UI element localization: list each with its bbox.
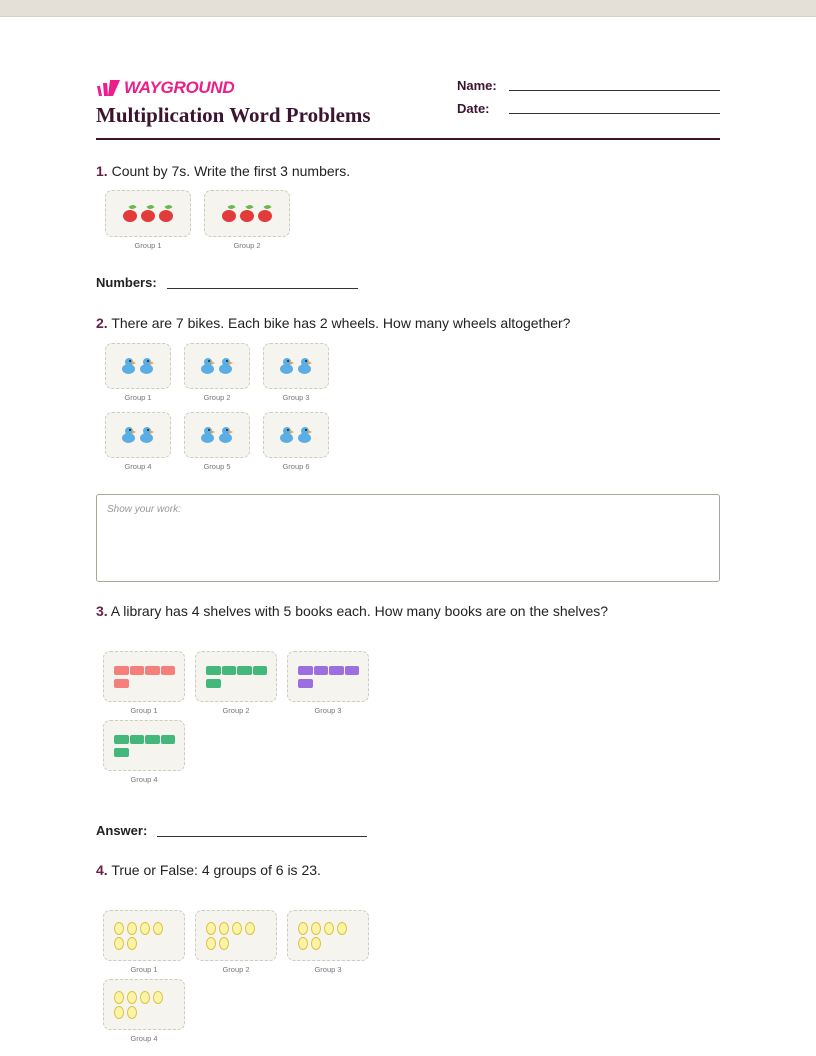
egg-icon	[337, 922, 347, 935]
apple-icon	[258, 207, 272, 221]
bird-eye	[226, 429, 228, 431]
egg-icon	[298, 922, 308, 935]
egg-stack	[206, 922, 255, 950]
bird-icon	[297, 358, 313, 374]
book-row	[298, 679, 313, 688]
group-tile	[105, 412, 171, 471]
egg-icon	[219, 922, 229, 935]
bird-eye	[305, 429, 307, 431]
bird-beak	[211, 430, 215, 434]
q1-answer-row[interactable]	[96, 275, 358, 290]
book-icon	[206, 666, 221, 675]
book-stack	[114, 735, 175, 757]
book-icon	[161, 666, 176, 675]
book-row	[114, 735, 175, 744]
bird-icon	[200, 358, 216, 374]
group-tile	[103, 910, 185, 974]
egg-row	[114, 991, 163, 1004]
egg-icon	[140, 991, 150, 1004]
egg-icon	[114, 922, 124, 935]
group-box	[103, 720, 185, 771]
bird-eye	[305, 360, 307, 362]
apple-body	[258, 210, 272, 222]
book-row	[206, 666, 267, 675]
bird-eye	[208, 429, 210, 431]
egg-icon	[114, 1006, 124, 1019]
group-label: Group 2	[222, 706, 250, 715]
egg-stack	[298, 922, 347, 950]
egg-row	[298, 937, 347, 950]
book-icon	[222, 666, 237, 675]
answer-line[interactable]	[157, 835, 367, 837]
bird-beak	[132, 430, 136, 434]
book-stack	[206, 666, 267, 688]
apple-body	[141, 210, 155, 222]
group-box	[263, 412, 329, 458]
group-tile	[287, 910, 369, 974]
egg-row	[206, 922, 255, 935]
question-number: 2.	[96, 315, 108, 331]
group-label: Group 3	[314, 965, 342, 974]
work-area[interactable]	[96, 494, 720, 582]
bird-eye	[129, 429, 131, 431]
group-box	[105, 343, 171, 389]
bird-icon	[279, 427, 295, 443]
question-number: 3.	[96, 603, 108, 619]
book-row	[206, 679, 221, 688]
group-box	[105, 190, 191, 237]
book-icon	[130, 666, 145, 675]
apple-icon	[240, 207, 254, 221]
answer-line[interactable]	[167, 287, 358, 289]
bird-beak	[290, 361, 294, 365]
question-number: 4.	[96, 862, 108, 878]
egg-icon	[127, 991, 137, 1004]
bird-icon	[218, 427, 234, 443]
egg-row	[114, 937, 163, 950]
page-title: Multiplication Word Problems	[96, 103, 371, 127]
bird-icon	[121, 358, 137, 374]
date-line[interactable]	[509, 112, 720, 114]
egg-icon	[127, 1006, 137, 1019]
bird-beak	[150, 361, 154, 365]
group-label: Group 1	[130, 965, 158, 974]
group-tile	[103, 720, 185, 784]
egg-icon	[206, 937, 216, 950]
apple-leaf	[128, 203, 136, 210]
group-tile	[105, 343, 171, 402]
group-tile	[287, 651, 369, 715]
book-stack	[298, 666, 359, 688]
bird-eye	[208, 360, 210, 362]
question-4	[96, 862, 321, 878]
group-box	[103, 979, 185, 1030]
group-label: Group 6	[282, 462, 310, 471]
apple-body	[123, 210, 137, 222]
apple-leaf	[227, 203, 235, 210]
book-icon	[114, 735, 129, 744]
egg-icon	[298, 937, 308, 950]
brand-logo	[96, 78, 234, 98]
group-tile	[184, 412, 250, 471]
book-row	[114, 748, 129, 757]
bird-eye	[287, 360, 289, 362]
bird-beak	[290, 430, 294, 434]
book-icon	[206, 679, 221, 688]
apple-icon	[222, 207, 236, 221]
egg-icon	[206, 922, 216, 935]
bird-eye	[226, 360, 228, 362]
group-box	[287, 651, 369, 702]
apple-body	[240, 210, 254, 222]
group-label: Group 2	[222, 965, 250, 974]
group-label: Group 1	[124, 393, 152, 402]
top-strip	[0, 0, 816, 17]
group-box	[184, 343, 250, 389]
book-icon	[145, 666, 160, 675]
group-box	[263, 343, 329, 389]
question-text: There are 7 bikes. Each bike has 2 wheels. How many wheels altogether?	[107, 315, 571, 331]
bird-icon	[121, 427, 137, 443]
book-icon	[253, 666, 268, 675]
bird-beak	[150, 430, 154, 434]
book-icon	[345, 666, 360, 675]
group-box	[204, 190, 290, 237]
name-line[interactable]	[509, 89, 720, 91]
apple-leaf	[245, 203, 253, 210]
question-3	[96, 603, 608, 619]
egg-stack	[114, 922, 163, 950]
bird-icon	[297, 427, 313, 443]
egg-row	[298, 922, 347, 935]
egg-icon	[324, 922, 334, 935]
bird-eye	[147, 360, 149, 362]
apple-leaf	[263, 203, 271, 210]
question-text: True or False: 4 groups of 6 is 23.	[107, 862, 321, 878]
book-icon	[114, 679, 129, 688]
egg-icon	[153, 991, 163, 1004]
bird-icon	[139, 358, 155, 374]
bird-beak	[308, 430, 312, 434]
book-icon	[237, 666, 252, 675]
bird-beak	[211, 361, 215, 365]
egg-row	[206, 937, 255, 950]
group-label: Group 2	[203, 393, 231, 402]
group-box	[287, 910, 369, 961]
answer-label: Numbers:	[96, 275, 157, 290]
group-tile	[103, 979, 185, 1043]
group-box	[103, 651, 185, 702]
bird-icon	[279, 358, 295, 374]
apple-icon	[123, 207, 137, 221]
bird-icon	[218, 358, 234, 374]
egg-row	[114, 922, 163, 935]
date-field[interactable]	[457, 101, 720, 116]
question-2	[96, 315, 570, 331]
book-icon	[145, 735, 160, 744]
name-field[interactable]	[457, 78, 720, 93]
group-box	[105, 412, 171, 458]
group-tile	[103, 651, 185, 715]
apple-leaf	[146, 203, 154, 210]
group-tile	[184, 343, 250, 402]
bird-beak	[308, 361, 312, 365]
group-label: Group 4	[130, 775, 158, 784]
egg-row	[114, 1006, 163, 1019]
book-stack	[114, 666, 175, 688]
egg-stack	[114, 991, 163, 1019]
egg-icon	[114, 991, 124, 1004]
answer-label: Answer:	[96, 823, 148, 838]
bird-eye	[129, 360, 131, 362]
book-icon	[114, 666, 129, 675]
egg-icon	[232, 922, 242, 935]
book-icon	[329, 666, 344, 675]
book-row	[114, 666, 175, 675]
group-box	[195, 651, 277, 702]
group-label: Group 1	[130, 706, 158, 715]
bird-beak	[229, 430, 233, 434]
book-row	[298, 666, 359, 675]
group-tile	[195, 651, 277, 715]
bird-beak	[132, 361, 136, 365]
group-tile	[195, 910, 277, 974]
group-label: Group 4	[124, 462, 152, 471]
apple-body	[159, 210, 173, 222]
group-box	[184, 412, 250, 458]
header-divider	[96, 138, 720, 140]
q3-answer-row[interactable]	[96, 823, 367, 838]
group-label: Group 3	[282, 393, 310, 402]
egg-icon	[311, 922, 321, 935]
bird-eye	[147, 429, 149, 431]
apple-leaf	[164, 203, 172, 210]
question-text: Count by 7s. Write the first 3 numbers.	[107, 163, 351, 179]
date-label: Date:	[457, 101, 490, 116]
bird-icon	[139, 427, 155, 443]
question-1	[96, 163, 350, 179]
group-label: Group 5	[203, 462, 231, 471]
wayground-logo-icon	[96, 79, 122, 97]
egg-icon	[140, 922, 150, 935]
question-number: 1.	[96, 163, 108, 179]
apple-body	[222, 210, 236, 222]
egg-icon	[245, 922, 255, 935]
name-label: Name:	[457, 78, 497, 93]
work-placeholder: Show your work:	[107, 504, 181, 515]
book-icon	[298, 679, 313, 688]
group-tile	[105, 190, 191, 250]
group-label: Group 4	[130, 1034, 158, 1043]
egg-icon	[219, 937, 229, 950]
group-tile	[204, 190, 290, 250]
book-icon	[130, 735, 145, 744]
bird-eye	[287, 429, 289, 431]
group-label: Group 2	[233, 241, 261, 250]
group-label: Group 3	[314, 706, 342, 715]
group-tile	[263, 343, 329, 402]
apple-icon	[159, 207, 173, 221]
book-icon	[314, 666, 329, 675]
book-icon	[298, 666, 313, 675]
egg-icon	[127, 937, 137, 950]
egg-icon	[311, 937, 321, 950]
brand-name: WAYGROUND	[124, 78, 235, 97]
bird-beak	[229, 361, 233, 365]
question-text: A library has 4 shelves with 5 books each. How many books are on the shelves?	[107, 603, 609, 619]
book-row	[114, 679, 129, 688]
group-box	[195, 910, 277, 961]
apple-icon	[141, 207, 155, 221]
egg-icon	[127, 922, 137, 935]
bird-icon	[200, 427, 216, 443]
group-tile	[263, 412, 329, 471]
group-label: Group 1	[134, 241, 162, 250]
group-box	[103, 910, 185, 961]
egg-icon	[114, 937, 124, 950]
book-icon	[114, 748, 129, 757]
book-icon	[161, 735, 176, 744]
egg-icon	[153, 922, 163, 935]
